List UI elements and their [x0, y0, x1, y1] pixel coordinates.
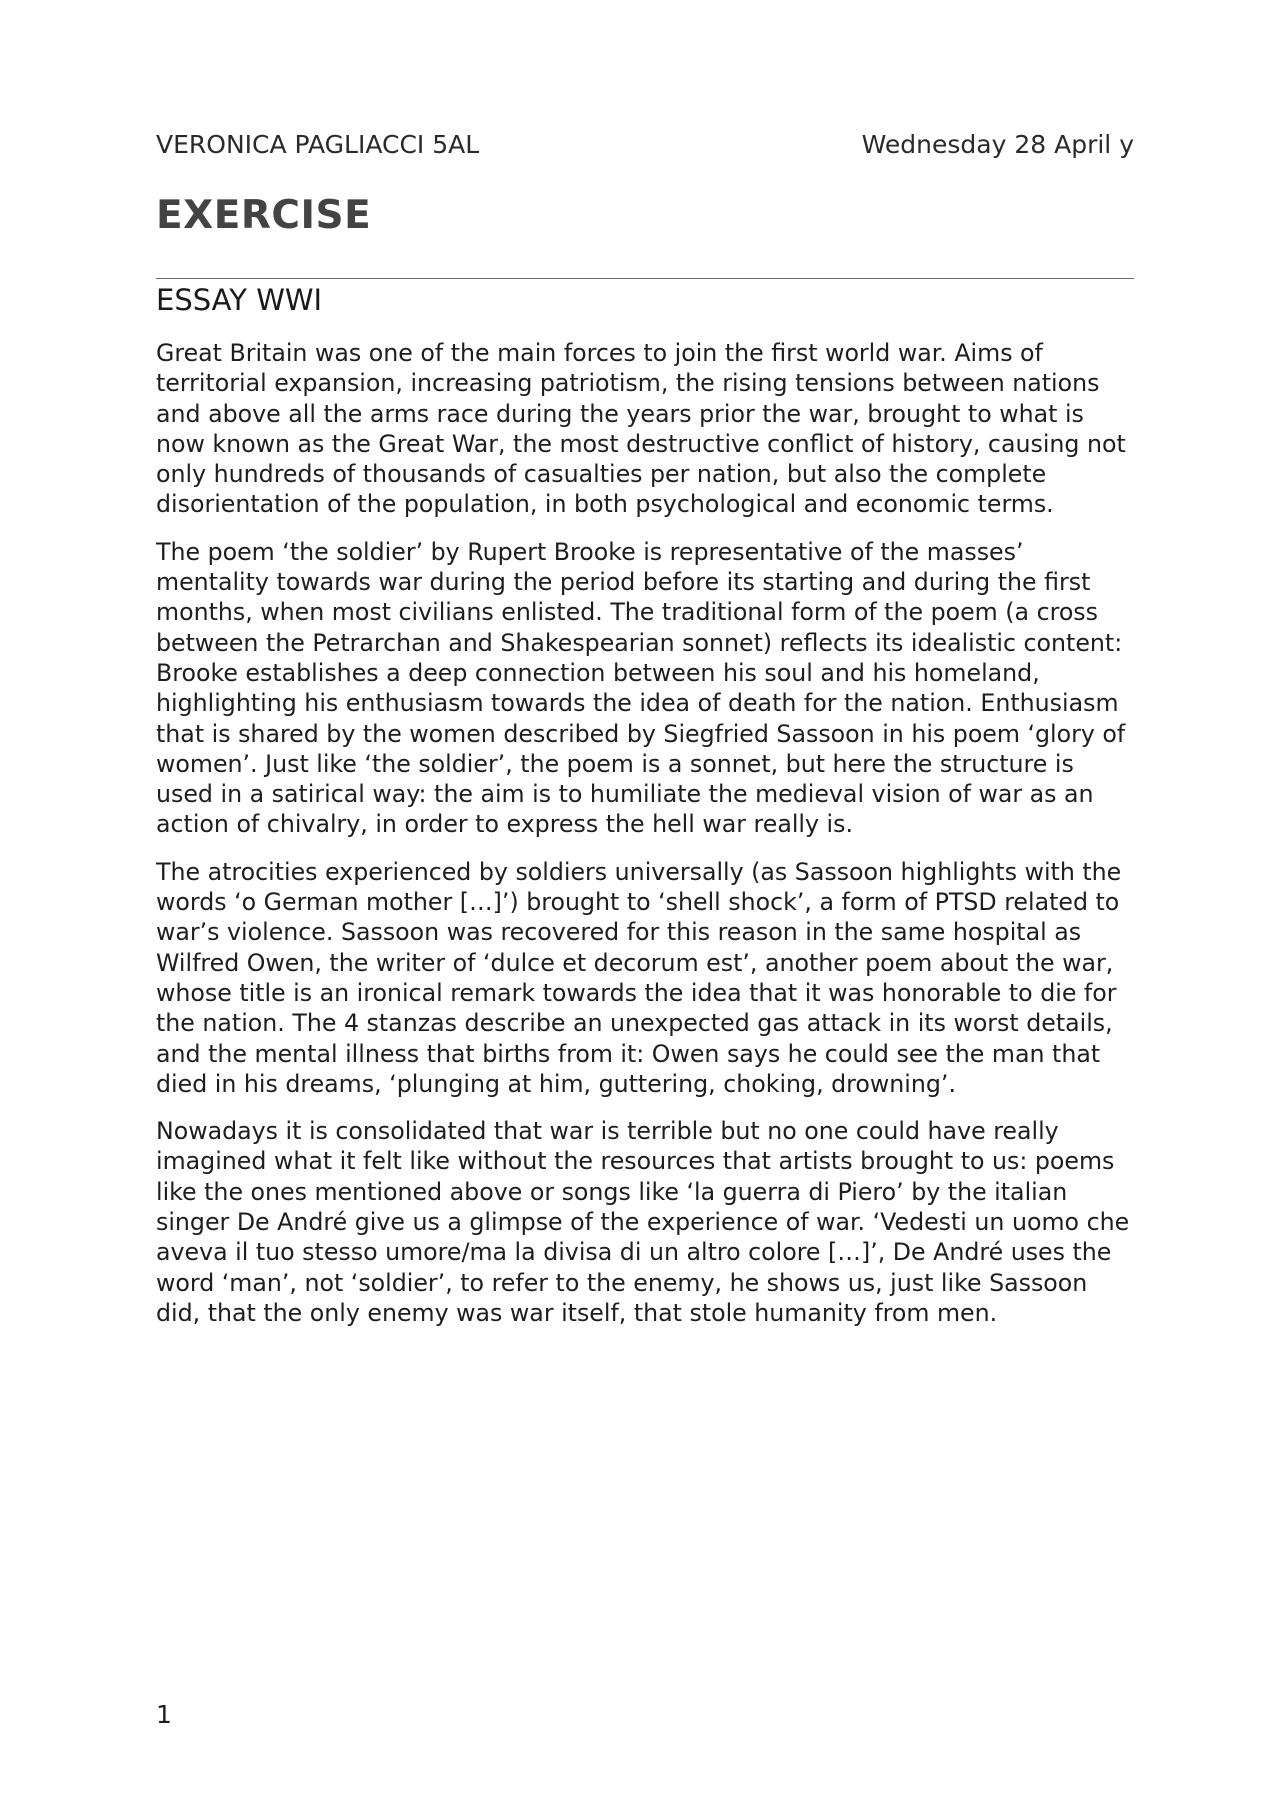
essay-body [156, 338, 1134, 1345]
essay-paragraph: Great Britain was one of the main forces to join the first world war. Aims of territorial expansion, increasing patriotism, the rising tensions between nations and above all the arms race during the years prior the war, brought to what is now known as the Great War, the most destructive conflict of history, causing not only hundreds of thousands of casualties per nation, but also the complete disorientation of the population, in both psychological and economic terms. [156, 339, 1126, 519]
title-divider [156, 278, 1134, 279]
essay-paragraph: Nowadays it is consolidated that war is terrible but no one could have really imagined what it felt like without the resources that artists brought to us: poems like the ones mentioned above or songs like ‘la guerra di Piero’ by the italian singer De André give us a glimpse of the experience of war. ‘Vedesti un uomo che aveva il tuo stesso umore/ma la divisa di un altro colore […]’, De André uses the word ‘man’, not ‘soldier’, to refer to the enemy, he shows us, just like Sassoon did, that the only enemy was war itself, that stole humanity from men. [156, 1117, 1130, 1327]
author-name: VERONICA PAGLIACCI 5AL [156, 130, 480, 159]
page-header [156, 128, 1134, 162]
document-date: Wednesday 28 April y [861, 130, 1134, 159]
page-number: 1 [156, 1700, 172, 1729]
essay-paragraph: The poem ‘the soldier’ by Rupert Brooke is representative of the masses’ mentality towards war during the period before its starting and during the first months, when most civilians enlisted. The traditional form of the poem (a cross between the Petrarchan and Shakespearian sonnet) reflects its idealistic content: Brooke establishes a deep connection between his soul and his homeland, highlighting his enthusiasm towards the idea of death for the nation. Enthusiasm that is shared by the women described by Siegfried Sassoon in his poem ‘glory of women’. Just like ‘the soldier’, the poem is a sonnet, but here the structure is used in a satirical way: the aim is to humiliate the medieval vision of war as an action of chivalry, in order to express the hell war really is. [156, 537, 1126, 839]
document-title: EXERCISE [156, 193, 372, 238]
essay-paragraph: The atrocities experienced by soldiers universally (as Sassoon highlights with the words ‘o German mother […]’) brought to ‘shell shock’, a form of PTSD related to war’s violence. Sassoon was recovered for this reason in the same hospital as Wilfred Owen, the writer of ‘dulce et decorum est’, another poem about the war, whose title is an ironical remark towards the idea that it was honorable to die for the nation. The 4 stanzas describe an unexpected gas attack in its worst details, and the mental illness that births from it: Owen says he could see the man that died in his dreams, ‘plunging at him, guttering, choking, drowning’. [156, 857, 1122, 1098]
document-subtitle: ESSAY WWI [156, 283, 323, 317]
